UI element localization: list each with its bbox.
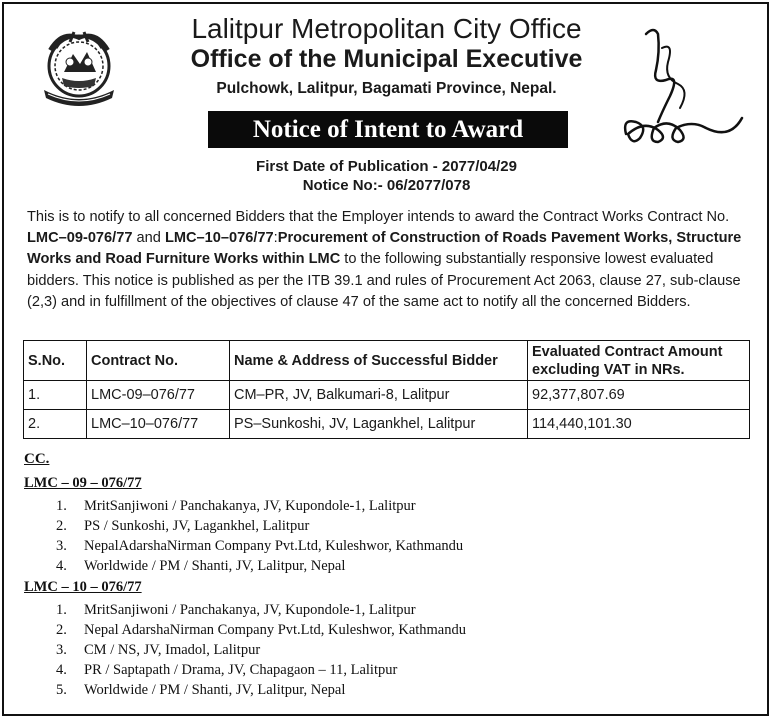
body-text-4: to the following substantially responsive lowest evaluated bidders. This notice is published as per the ITB 39.1 and rules of Procurement Act 2063, clause 27, sub-clause (2,3) and in fulfillment of the objectives of clause 47 of the same act to notify all the concerned Bidders. [27,251,741,310]
list-item [56,496,463,516]
publication-date: First Date of Publication - 2077/04/29 [256,158,517,175]
notice-number: Notice No:- 06/2077/078 [302,177,471,194]
list-item-text: Worldwide / PM / Shanti, JV, Lalitpur, Nepal [84,682,346,698]
body-text-2: and [132,230,165,247]
row-bidder: CM–PR, JV, Balkumari-8, Lalitpur [230,381,528,410]
header-amount: Evaluated Contract Amount excluding VAT in NRs. [528,341,750,381]
list-item-number: 2. [56,622,67,638]
list-item-text: NepalAdarshaNirman Company Pvt.Ltd, Kuleshwor, Kathmandu [84,538,464,554]
list-item-number: 5. [56,682,67,698]
office-title: Office of the Municipal Executive [190,45,583,73]
list-item [56,516,463,536]
cc-label: CC. [24,451,50,467]
cc-group-title: LMC – 10 – 076/77 [24,579,142,595]
works-description: Procurement of Construction of Roads Pavement Works, Structure Works and Road Furniture Works within LMC [27,230,742,268]
notice-body [27,207,755,313]
table-row [24,381,750,410]
city-office-title: Lalitpur Metropolitan City Office [191,13,582,44]
list-item-text: Worldwide / PM / Shanti, JV, Lalitpur, Nepal [84,558,346,574]
award-table [23,340,750,439]
row-contract-no: LMC-09–076/77 [87,381,230,410]
list-item-number: 1. [56,602,67,618]
row-sno: 2. [24,410,87,439]
list-item-text: PS / Sunkoshi, JV, Lagankhel, Lalitpur [84,518,310,534]
office-address: Pulchowk, Lalitpur, Bagamati Province, Nepal. [216,80,557,97]
row-amount: 114,440,101.30 [528,410,750,439]
body-text-3: : [273,230,278,247]
list-item-number: 2. [56,518,67,534]
list-item [56,620,466,640]
list-item [56,556,463,576]
list-item-text: PR / Saptapath / Drama, JV, Chapagaon – 11, Lalitpur [84,662,398,678]
row-amount: 92,377,807.69 [528,381,750,410]
list-item-number: 3. [56,642,67,658]
contract-no-1: LMC–09-076/77 [27,230,133,247]
list-item [56,680,466,700]
cc-list [56,496,463,576]
table-header-row [24,341,750,381]
list-item-text: MritSanjiwoni / Panchakanya, JV, Kupondole-1, Lalitpur [84,498,416,514]
list-item [56,640,466,660]
list-item [56,600,466,620]
contract-no-2: LMC–10–076/77 [164,230,274,247]
list-item-number: 4. [56,558,67,574]
table-row [24,410,750,439]
row-sno: 1. [24,381,87,410]
header-bidder: Name & Address of Successful Bidder [230,341,528,381]
row-contract-no: LMC–10–076/77 [87,410,230,439]
row-bidder: PS–Sunkoshi, JV, Lagankhel, Lalitpur [230,410,528,439]
list-item-text: MritSanjiwoni / Panchakanya, JV, Kupondole-1, Lalitpur [84,602,416,618]
list-item-text: Nepal AdarshaNirman Company Pvt.Ltd, Kuleshwor, Kathmandu [84,622,466,638]
list-item-number: 4. [56,662,67,678]
list-item [56,536,463,556]
notice-title-banner: Notice of Intent to Award [208,111,568,148]
list-item-number: 3. [56,538,67,554]
list-item-number: 1. [56,498,67,514]
cc-group-title: LMC – 09 – 076/77 [24,475,142,491]
list-item [56,660,466,680]
header-contract-no: Contract No. [87,341,230,381]
body-text-1: This is to notify to all concerned Bidders that the Employer intends to award the Contract Works Contract No. [27,209,730,225]
header-sno: S.No. [24,341,87,381]
cc-list [56,600,466,700]
list-item-text: CM / NS, JV, Imadol, Lalitpur [84,642,261,658]
